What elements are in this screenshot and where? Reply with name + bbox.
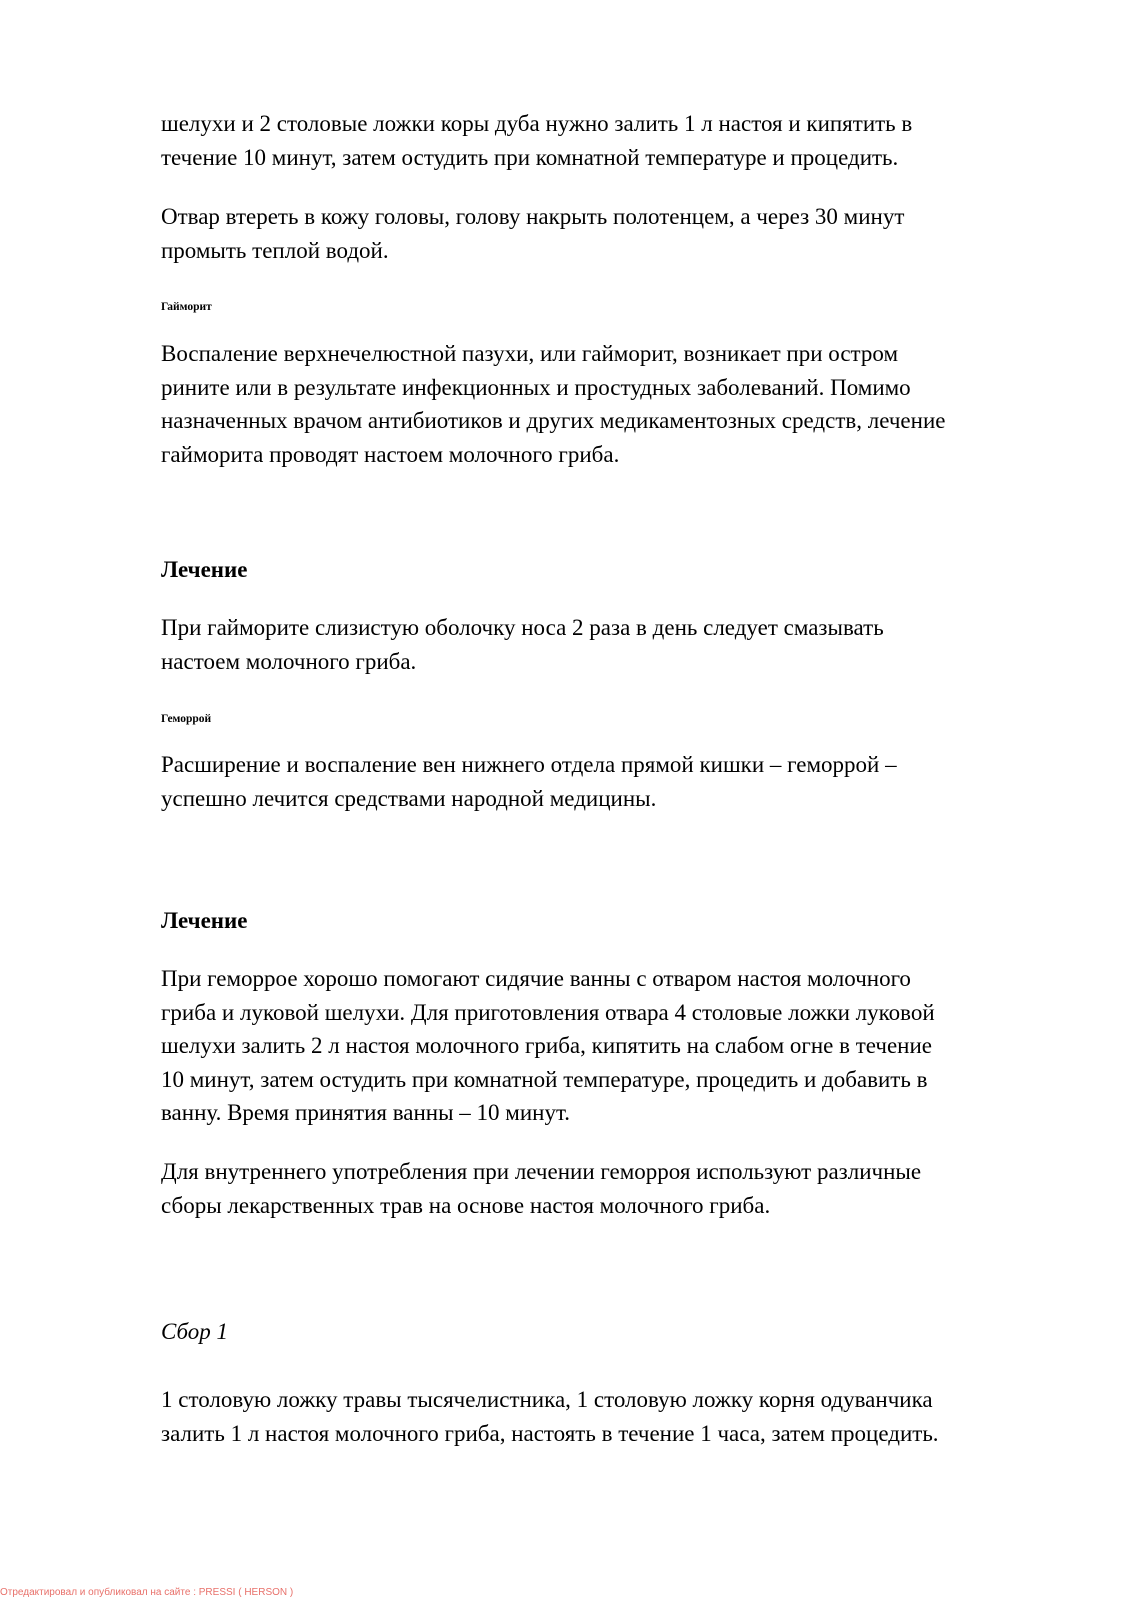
heading-treatment-hemorrhoids: Лечение bbox=[161, 908, 248, 933]
paragraph-internal-use: Для внутреннего употребления при лечении геморроя используют различные сборы лекарственных трав на основе настоя молочного гриба. bbox=[161, 1159, 922, 1218]
paragraph-collection-1-recipe: 1 столовую ложку травы тысячелистника, 1 столовую ложку корня одуванчика залить 1 л настоя молочного гриба, настоять в течение 1 часа, затем процедить. bbox=[161, 1387, 939, 1446]
paragraph-oak-bark-decoction: шелухи и 2 столовые ложки коры дуба нужно залить 1 л настоя и кипятить в течение 10 минут, затем остудить при комнатной температуре и процедить. bbox=[161, 111, 913, 170]
paragraph-hemorrhoids-description: Расширение и воспаление вен нижнего отдела прямой кишки – геморрой – успешно лечится средствами народной медицины. bbox=[161, 752, 897, 811]
footer-publisher-note: Отредактировал и опубликовал на сайте : PRESSI ( HERSON ) bbox=[0, 1587, 294, 1598]
heading-sinusitis: Гайморит bbox=[161, 301, 212, 313]
paragraph-scalp-application: Отвар втереть в кожу головы, голову накрыть полотенцем, а через 30 минут промыть теплой водой. bbox=[161, 204, 905, 263]
paragraph-sinusitis-description: Воспаление верхнечелюстной пазухи, или гайморит, возникает при остром рините или в результате инфекционных и простудных заболеваний. Помимо назначенных врачом антибиотиков и других медикаментозных средств, лечение гайморита проводят настоем молочного гриба. bbox=[161, 341, 946, 467]
paragraph-sinusitis-treatment: При гайморите слизистую оболочку носа 2 раза в день следует смазывать настоем молочного гриба. bbox=[161, 615, 884, 674]
heading-hemorrhoids: Геморрой bbox=[161, 713, 212, 725]
heading-collection-1: Сбор 1 bbox=[161, 1319, 229, 1344]
heading-treatment-sinusitis: Лечение bbox=[161, 557, 248, 582]
paragraph-sitz-baths: При геморрое хорошо помогают сидячие ванны с отваром настоя молочного гриба и луковой шелухи. Для приготовления отвара 4 столовые ложки луковой шелухи залить 2 л настоя молочного гриба, кипятить на слабом огне в течение 10 минут, затем остудить при комнатной температуре, процедить и добавить в ванну. Время принятия ванны – 10 минут. bbox=[161, 966, 935, 1125]
